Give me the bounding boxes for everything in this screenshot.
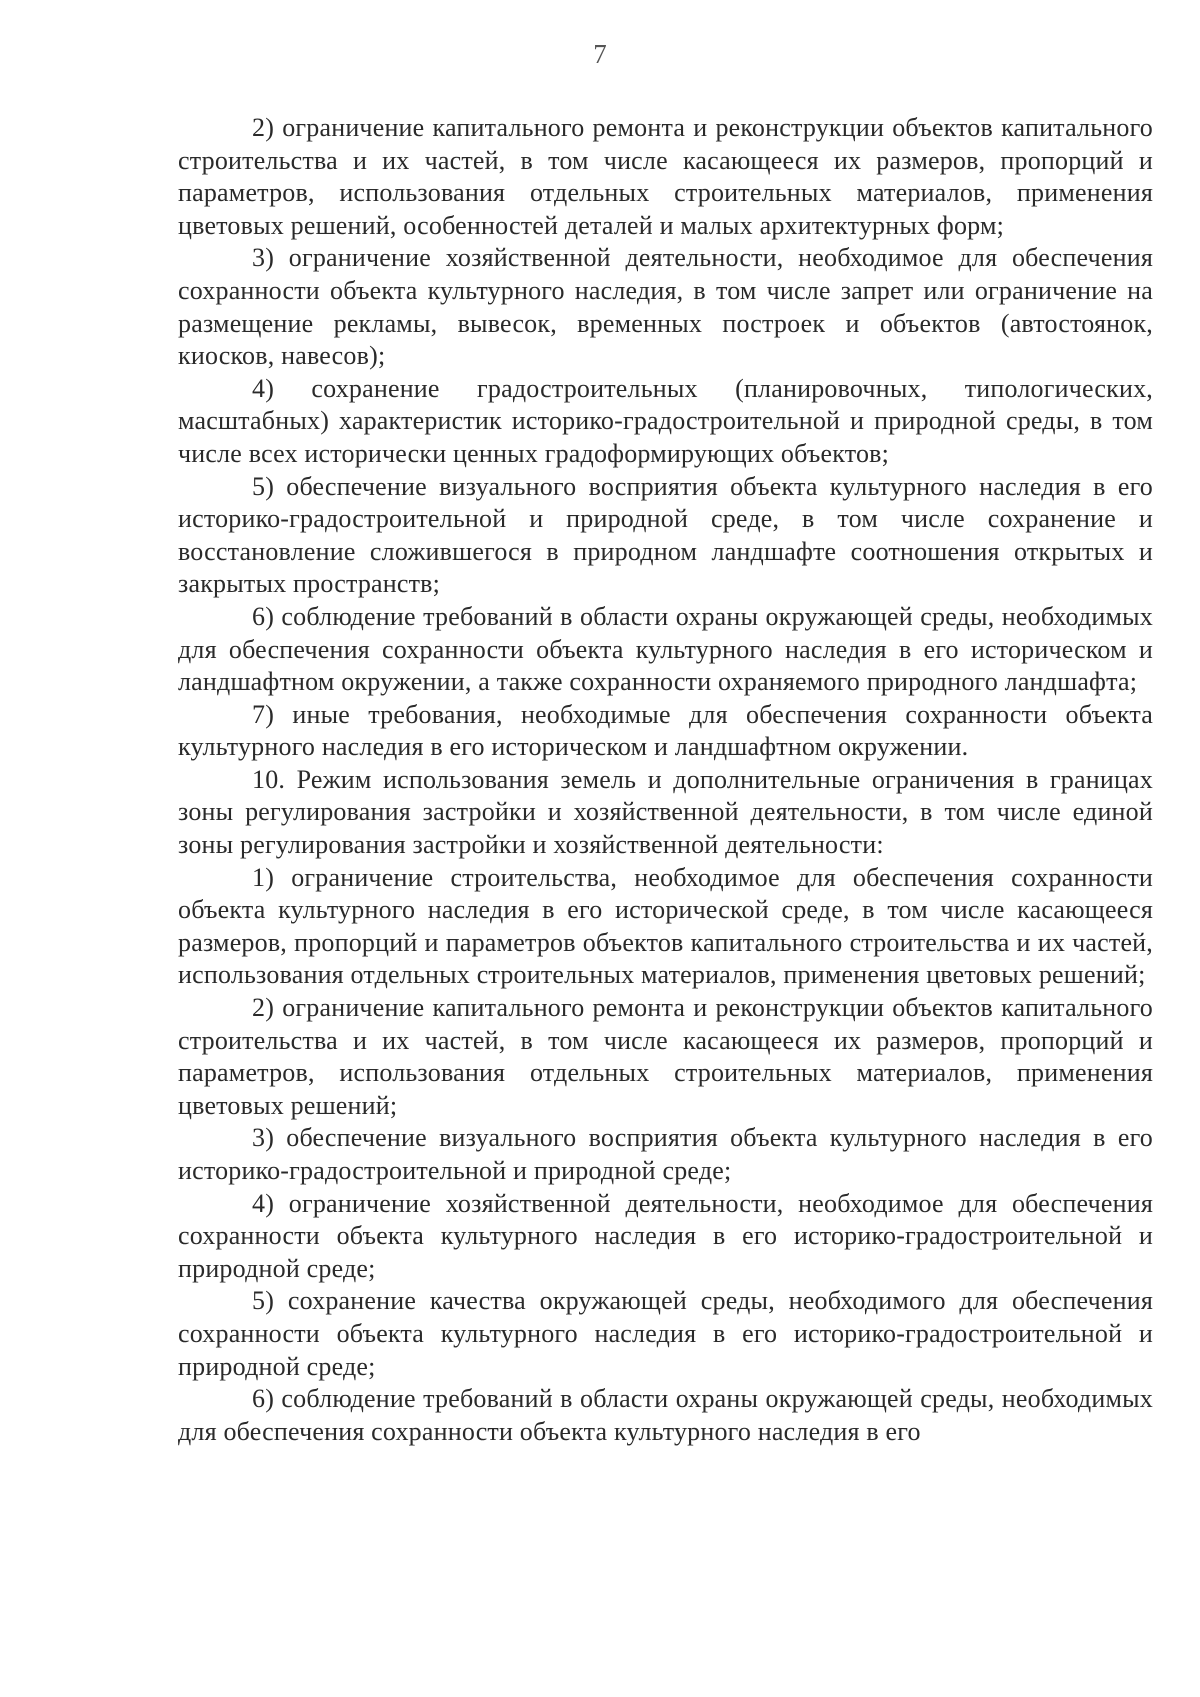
paragraph-item-6-environment: 6) соблюдение требований в области охраны окружающей среды, необходимых для обеспечения сохранности объекта культурного наследия в его историческом и ландшафтном окружении, а также сохранности охраняемого природного ландшафта;: [178, 601, 1153, 697]
page-number: 7: [593, 39, 607, 69]
paragraph-section10-item-4: 4) ограничение хозяйственной деятельности, необходимое для обеспечения сохранности объекта культурного наследия в его историко-градостроительной и природной среде;: [178, 1188, 1153, 1283]
document-body: [178, 112, 1153, 1448]
paragraph-section10-item-3: 3) обеспечение визуального восприятия объекта культурного наследия в его историко-градостроительной и природной среде;: [178, 1123, 1153, 1185]
section-10-heading: 10. Режим использования земель и дополнительные ограничения в границах зоны регулирования застройки и хозяйственной деятельности, в том числе единой зоны регулирования застройки и хозяйственной деятельности:: [178, 764, 1153, 860]
paragraph-section10-item-1: 1) ограничение строительства, необходимое для обеспечения сохранности объекта культурного наследия в его исторической среде, в том числе касающееся размеров, пропорций и параметров объектов капитального строительства и их частей, использования отдельных строительных материалов, применения цветовых решений;: [178, 862, 1153, 990]
paragraph-section10-item-5: 5) сохранение качества окружающей среды, необходимого для обеспечения сохранности объекта культурного наследия в его историко-градостроительной и природной среде;: [178, 1286, 1153, 1381]
paragraph-item-5-visual-perception: 5) обеспечение визуального восприятия объекта культурного наследия в его историко-градостроительной и природной среде, в том числе сохранение и восстановление сложившегося в природном ландшафте соотношения открытых и закрытых пространств;: [178, 471, 1153, 599]
paragraph-section10-item-6: 6) соблюдение требований в области охраны окружающей среды, необходимых для обеспечения сохранности объекта культурного наследия в его: [178, 1384, 1153, 1446]
paragraph-item-4-urban-characteristics: 4) сохранение градостроительных (планировочных, типологических, масштабных) характеристик историко-градостроительной и природной среды, в том числе всех исторически ценных градоформирующих объектов;: [178, 373, 1153, 468]
paragraph-item-7-other-requirements: 7) иные требования, необходимые для обеспечения сохранности объекта культурного наследия в его историческом и ландшафтном окружении.: [178, 699, 1153, 762]
paragraph-item-3-economic-activity: 3) ограничение хозяйственной деятельности, необходимое для обеспечения сохранности объекта культурного наследия, в том числе запрет или ограничение на размещение рекламы, вывесок, временных построек и объектов (автостоянок, киосков, навесов);: [178, 243, 1153, 371]
paragraph-item-2-capital-repair: 2) ограничение капитального ремонта и реконструкции объектов капитального строительства и их частей, в том числе касающееся их размеров, пропорций и параметров, использования отдельных строительных материалов, применения цветовых решений, особенностей деталей и малых архитектурных форм;: [178, 113, 1153, 240]
paragraph-section10-item-2: 2) ограничение капитального ремонта и реконструкции объектов капитального строительства и их частей, в том числе касающееся их размеров, пропорций и параметров, использования отдельных строительных материалов, применения цветовых решений;: [178, 993, 1153, 1120]
